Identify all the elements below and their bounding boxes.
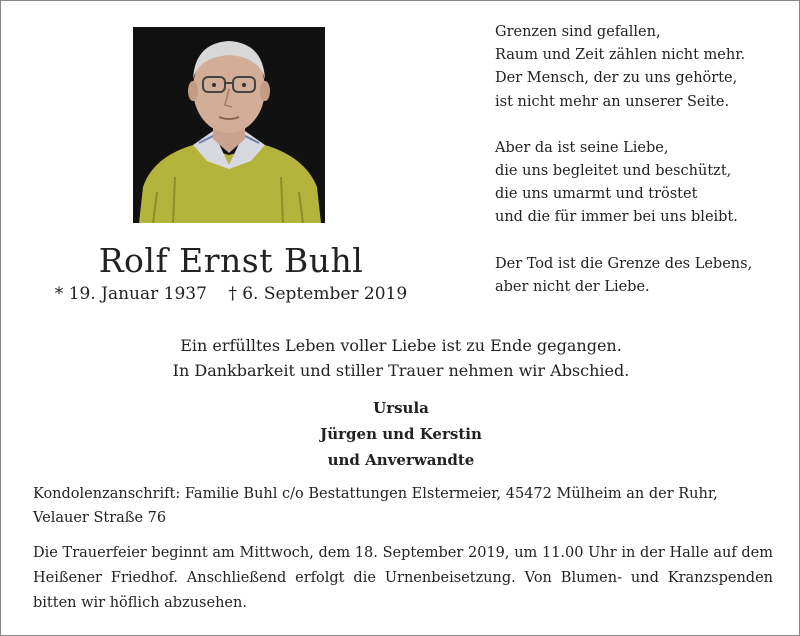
deceased-name: Rolf Ernst Buhl (98, 241, 364, 280)
poem-line: und die für immer bei uns bleibt. (495, 209, 738, 226)
condolence-line: Kondolenzanschrift: Familie Buhl c/o Bestattungen Elstermeier, 45472 Mülheim an der Ruhr, (33, 486, 718, 502)
poem-line: Der Mensch, der zu uns gehörte, (495, 70, 738, 87)
condolence-line: Velauer Straße 76 (33, 510, 167, 526)
mourner-name: und Anverwandte (327, 451, 475, 469)
death-date: † 6. September 2019 (228, 284, 408, 304)
funeral-ceremony-info: Die Trauerfeier beginnt am Mittwoch, dem 18. September 2019, um 11.00 Uhr in der Halle auf dem Heißener Friedhof. Anschließend erfolgt die Urnenbeisetzung. Von Blumen- und Kranzspenden bitten wir höflich abzusehen. (33, 545, 773, 611)
mourner-name: Jürgen und Kerstin (320, 425, 482, 443)
farewell-line: In Dankbarkeit und stiller Trauer nehmen wir Abschied. (172, 361, 630, 380)
poem-line: die uns umarmt und tröstet (495, 186, 698, 203)
poem-stanza (495, 253, 785, 299)
poem-stanza (495, 21, 785, 114)
poem (495, 21, 785, 322)
farewell-line: Ein erfülltes Leben voller Liebe ist zu Ende gegangen. (180, 336, 622, 355)
life-dates (31, 284, 431, 304)
poem-line: ist nicht mehr an unserer Seite. (495, 93, 730, 110)
poem-line: die uns begleitet und beschützt, (495, 163, 732, 180)
portrait-image (133, 27, 325, 223)
poem-line: Aber da ist seine Liebe, (495, 139, 669, 156)
mourners-list (201, 395, 601, 473)
poem-stanza (495, 137, 785, 230)
portrait-photo (133, 27, 325, 223)
poem-line: aber nicht der Liebe. (495, 278, 650, 295)
birth-date: * 19. Januar 1937 (54, 284, 207, 304)
poem-line: Grenzen sind gefallen, (495, 24, 661, 40)
condolence-address (33, 482, 773, 530)
farewell-message (61, 333, 741, 383)
poem-line: Der Tod ist die Grenze des Lebens, (495, 255, 753, 272)
mourner-name: Ursula (373, 399, 429, 417)
poem-line: Raum und Zeit zählen nicht mehr. (495, 47, 746, 64)
